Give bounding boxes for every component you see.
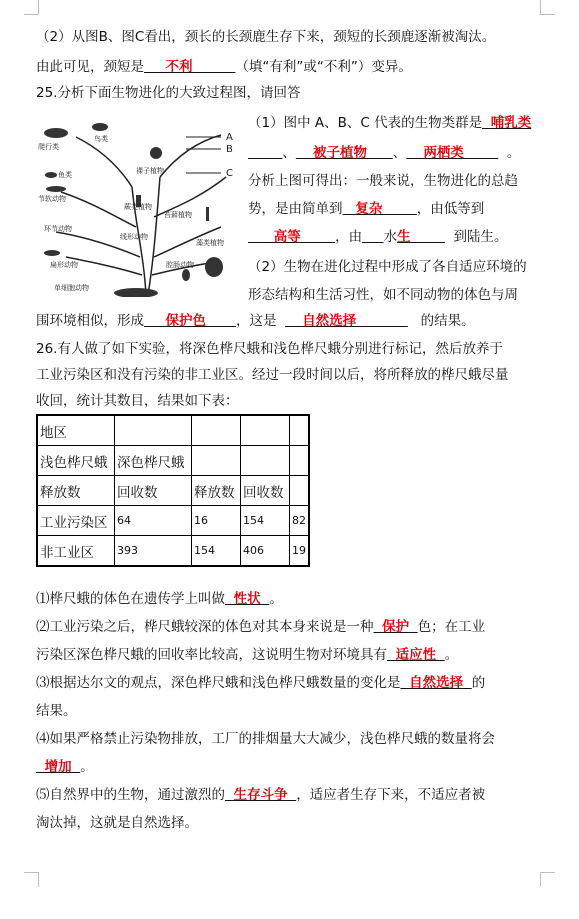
q25-part2-line1: （2）生物在进化过程中形成了各自适应环境的: [248, 259, 527, 275]
q26-sub5: [36, 786, 485, 804]
tree-label-round: 线形动物: [120, 233, 148, 241]
q24-part2-line: [36, 28, 495, 46]
q26-answer-2a: 保护: [382, 619, 410, 635]
q26-sub3: [36, 674, 485, 692]
q25-title: 25.分析下面生物进化的大致过程图，请回答: [36, 85, 301, 101]
q25-part2-suffix: 的结果。: [420, 313, 475, 329]
table-cell: [192, 446, 241, 476]
q25-part2-line3: [36, 312, 475, 330]
page-corner-mark: [540, 0, 555, 15]
table-row: [37, 536, 309, 567]
q25-answer-c: 两栖类: [423, 145, 464, 161]
tree-label-b: B: [226, 144, 233, 155]
page-corner-mark: [24, 872, 39, 887]
q25-trend-end: 到陆生。: [453, 229, 508, 245]
tree-label-a: A: [226, 132, 233, 143]
q24-conclusion-line: [36, 58, 412, 76]
q24-conclusion-suffix: （填“有利”或“不利”）变异。: [235, 59, 412, 75]
table-row: [37, 446, 309, 476]
table-cell: 64: [115, 506, 192, 536]
table-cell: 154: [241, 506, 290, 536]
table-cell: [290, 446, 310, 476]
q25-part1-line2: 、 被子植物 、 两栖类 。: [282, 145, 521, 161]
table-cell: 406: [241, 536, 290, 567]
q26-sub3-end: 的: [471, 675, 486, 691]
tree-label-segment: 环节动物: [44, 225, 72, 233]
q25-trend-suffix: ，由低等到: [416, 201, 485, 217]
q25-answer-protect: 保护色: [165, 313, 206, 329]
q26-sub1-end: 。: [269, 591, 283, 607]
table-cell: 地区: [37, 415, 115, 446]
q26-answer-4: 增加: [44, 759, 72, 775]
tree-label-moss: 苔藓植物: [164, 211, 192, 219]
tree-label-cartilage: 节软动物: [38, 195, 66, 203]
q25-trend-water: 水: [383, 229, 398, 245]
tree-label-gymno: 裸子植物: [136, 167, 164, 175]
page-corner-mark: [24, 0, 39, 15]
q25-part1-text: （1）图中 A、B、C 代表的生物类群是: [248, 115, 483, 131]
table-cell: 393: [115, 536, 192, 567]
tree-label-single: 单细胞动物: [54, 284, 89, 292]
tree-label-c: C: [226, 168, 233, 179]
table-cell: 16: [192, 506, 241, 536]
q25-analysis-line: 分析上图可得出：一般来说，生物进化的总趋: [248, 173, 518, 189]
table-cell: [115, 415, 192, 446]
q26-sub5-end: ，适应者生存下来，不适应者被: [296, 787, 486, 803]
table-row: [37, 506, 309, 536]
q24-part2-text: （2）从图B、图C看出，颈长的长颈鹿生存下来，颈短的长颈鹿逐渐被淘汰。: [36, 29, 496, 45]
tree-label-flat: 扁形动物: [50, 261, 78, 269]
q26-sub1: [36, 590, 283, 608]
table-cell: [192, 415, 241, 446]
table-cell: [241, 446, 290, 476]
table-cell: 释放数: [37, 476, 115, 506]
q26-sub2b-text: 污染区深色桦尺蛾的回收率比较高，这说明生物对环境具有: [36, 647, 387, 663]
q25-answer-b: 被子植物: [313, 145, 368, 161]
q26-sub4b: [36, 758, 94, 776]
tree-label-coelent: 腔肠动物: [166, 261, 194, 269]
q25-answer-complex: 复杂: [355, 201, 383, 217]
q26-sub4b-end: 。: [80, 759, 94, 775]
tree-label-fern: 蕨类植物: [124, 203, 152, 211]
q26-answer-3: 自然选择: [409, 675, 464, 691]
table-cell: [290, 476, 310, 506]
table-cell: 释放数: [192, 476, 241, 506]
table-cell: 回收数: [115, 476, 192, 506]
q26-sub2b-end: 。: [444, 647, 459, 663]
q24-answer: 不利: [165, 59, 193, 75]
q24-conclusion-text: 由此可见，颈短是: [36, 59, 144, 75]
table-cell: [241, 415, 290, 446]
q26-sub2-end: 色；在工业: [417, 619, 486, 635]
q26-line2: 工业污染区和没有污染的非工业区。经过一段时间以后，将所释放的桦尺蛾尽量: [36, 367, 509, 383]
q25-part2-mid: ，这是: [236, 313, 277, 329]
q26-sub4: ⑷如果严格禁止污染物排放，工厂的排烟量大大减少，浅色桦尺蛾的数量将会: [36, 731, 495, 747]
q26-sub2-text: ⑵工业污染之后，桦尺蛾较深的体色对其本身来说是一种: [36, 619, 374, 635]
q25-part2-line2: 形态结构和生活习性，如不同动物的体色与周: [248, 287, 518, 303]
table-cell: 回收数: [241, 476, 290, 506]
table-cell: 非工业区: [37, 536, 115, 567]
table-row: [37, 476, 309, 506]
q25-answer-high: 高等: [273, 229, 301, 245]
page-corner-mark: [540, 872, 555, 887]
q26-sub3b: 结果。: [36, 703, 77, 719]
q25-answer-a: 哺乳类: [490, 115, 532, 131]
table-cell: 浅色桦尺蛾: [37, 446, 115, 476]
q25-trend-text: 势，是由简单到: [248, 201, 343, 217]
q26-sub1-text: ⑴桦尺蛾的体色在遗传学上叫做: [36, 591, 225, 607]
table-row: [37, 415, 309, 446]
q25-part2-prefix: 围环境相似，形成: [36, 313, 144, 329]
tree-label-alga: 藻类植物: [196, 239, 224, 247]
q25-trend-line2: [248, 228, 508, 246]
q26-sub2: [36, 618, 485, 636]
q26-answer-5: 生存斗争: [233, 787, 288, 803]
q26-line3: 收回，统计其数目，结果如下表：: [36, 393, 239, 409]
q26-sub3-text: ⑶根据达尔文的观点，深色桦尺蛾和浅色桦尺蛾数量的变化是: [36, 675, 401, 691]
evolution-tree-diagram: [36, 107, 243, 297]
table-cell: 工业污染区: [37, 506, 115, 536]
table-cell: 19: [290, 536, 310, 567]
q25-part1-line1: [248, 114, 531, 132]
q25-answer-select: 自然选择: [302, 313, 357, 329]
q26-answer-1: 性状: [233, 591, 261, 607]
table-cell: 82: [290, 506, 310, 536]
q26-sub2b: [36, 646, 458, 664]
q26-sub5-text: ⑸自然界中的生物，通过激烈的: [36, 787, 225, 803]
tree-label-bird: 鸟类: [94, 135, 108, 143]
q26-answer-2b: 适应性: [395, 647, 437, 663]
table-cell: 深色桦尺蛾: [115, 446, 192, 476]
q25-trend-mid: ，由: [335, 229, 363, 245]
q25-answer-aquatic: 生: [397, 229, 411, 245]
table-cell: 154: [192, 536, 241, 567]
q25-trend-line: [248, 200, 484, 218]
table-cell: [290, 415, 310, 446]
q26-line1: 26.有人做了如下实验，将深色桦尺蛾和浅色桦尺蛾分别进行标记，然后放养于: [36, 341, 503, 357]
moth-data-table: [36, 414, 310, 567]
tree-label-reptile: 爬行类: [38, 143, 59, 151]
tree-label-fish: 鱼类: [58, 171, 72, 179]
q26-sub5b: 淘汰掉，这就是自然选择。: [36, 815, 198, 831]
